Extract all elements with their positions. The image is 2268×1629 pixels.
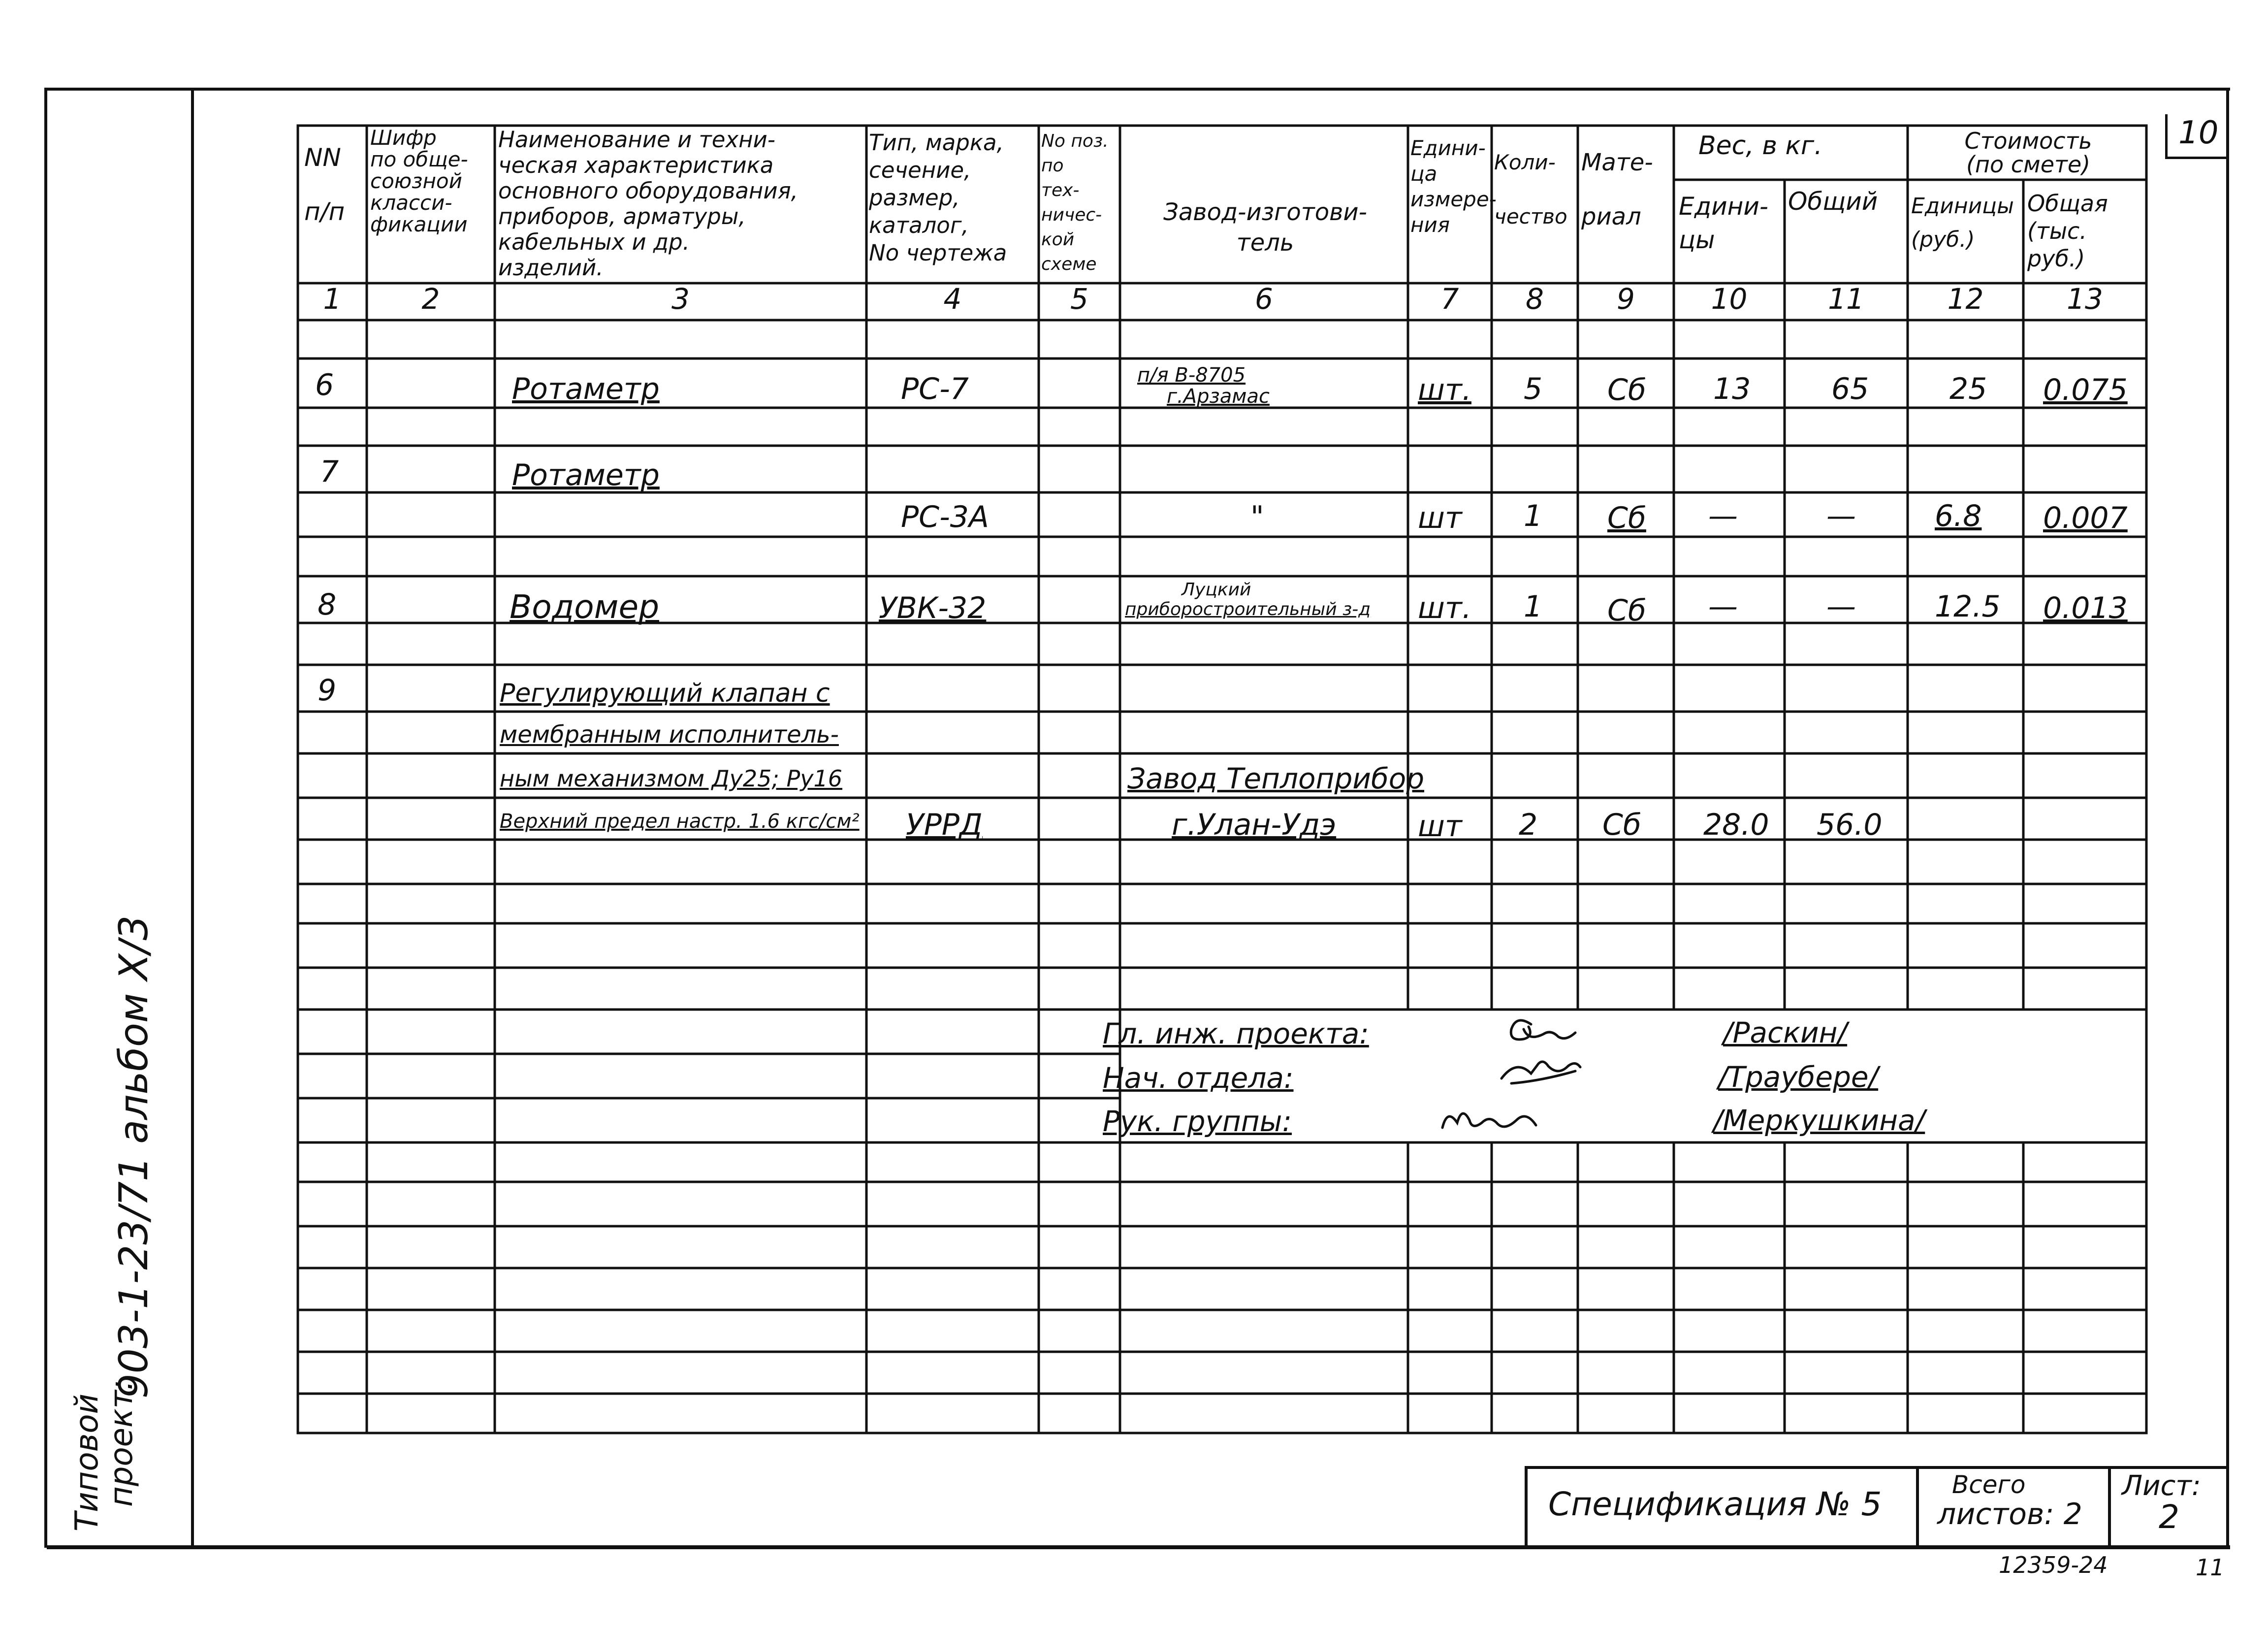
row7b-unit: шт xyxy=(1418,501,1462,535)
row6-qty: 5 xyxy=(1524,372,1543,406)
row9-name-2: мембранным исполнитель- xyxy=(500,721,839,749)
row7b-cunit: 6.8 xyxy=(1935,499,1982,533)
row9-maker-1: Завод Теплоприбор xyxy=(1127,762,1425,795)
sig-name-1: /Раскин/ xyxy=(1723,1016,1848,1049)
row6-wtotal: 65 xyxy=(1831,372,1869,406)
row9-unit: шт xyxy=(1418,809,1462,844)
header-col12: Единицы (руб.) xyxy=(1911,194,2014,252)
footer-page: 11 xyxy=(2196,1554,2225,1581)
side-label-code: 903-1-23/71 альбом X/3 xyxy=(111,915,157,1399)
row8-wtotal: — xyxy=(1826,589,1856,624)
footer-code: 12359-24 xyxy=(1999,1552,2108,1578)
colnum-12: 12 xyxy=(1947,282,1984,316)
row6-maker-1: п/я В-8705 xyxy=(1137,364,1246,387)
header-col4: Тип, марка, сечение, размер, каталог, No чертежа xyxy=(869,130,1007,266)
colnum-1: 1 xyxy=(323,282,342,316)
colnum-10: 10 xyxy=(1711,282,1748,316)
row7b-qty: 1 xyxy=(1524,499,1543,533)
row7-num: 7 xyxy=(320,455,339,489)
row6-name: Ротаметр xyxy=(512,372,660,406)
sig-name-2: /Траубере/ xyxy=(1718,1060,1879,1094)
row7b-maker: " xyxy=(1250,500,1264,534)
row6-unit: шт. xyxy=(1418,373,1471,407)
header-cost: Стоимость (по смете) xyxy=(1964,128,2092,178)
row9-name-1: Регулирующий клапан с xyxy=(500,679,830,708)
row8-mat: Сб xyxy=(1607,593,1646,628)
header-col9: Мате- риал xyxy=(1581,149,1653,230)
header-col3: Наименование и техни- ческая характеристика основного оборудования, приборов, арматуры, кабельных и др. изделий. xyxy=(498,127,798,281)
row9-mat: Сб xyxy=(1602,808,1641,842)
header-col6: Завод-изготови- тель xyxy=(1163,198,1367,257)
row9-wtotal: 56.0 xyxy=(1817,808,1883,842)
row9-type: УРРД xyxy=(906,808,983,842)
colnum-3: 3 xyxy=(671,282,690,316)
row8-num: 8 xyxy=(318,587,337,622)
row8-unit: шт. xyxy=(1418,591,1471,625)
colnum-4: 4 xyxy=(943,282,962,316)
row8-wunit: — xyxy=(1708,589,1738,624)
title-total-sheets: листов: 2 xyxy=(1937,1497,2082,1531)
colnum-6: 6 xyxy=(1255,282,1273,316)
sig-role-3: Рук. группы: xyxy=(1103,1105,1292,1138)
header-col1: NN п/п xyxy=(304,143,345,226)
row8-maker-2: приборостроительный з-д xyxy=(1125,599,1371,619)
handwritten-signatures xyxy=(1428,1005,1649,1152)
row6-cunit: 25 xyxy=(1949,372,1987,406)
side-label-project: проект: xyxy=(103,1379,140,1507)
row6-ctotal: 0.075 xyxy=(2043,373,2128,407)
row6-wunit: 13 xyxy=(1713,372,1751,406)
header-col7: Едини- ца измере- ния xyxy=(1410,136,1497,237)
row8-maker-1: Луцкий xyxy=(1182,580,1251,600)
header-col10: Едини- цы xyxy=(1679,192,1768,254)
row9-qty: 2 xyxy=(1519,808,1538,842)
row9-name-3: ным механизмом Ду25; Ру16 xyxy=(500,765,843,792)
row7b-type: РС-3А xyxy=(901,500,989,534)
header-col8: Коли- чество xyxy=(1494,150,1567,228)
row7b-ctotal: 0.007 xyxy=(2043,501,2128,535)
row9-wunit: 28.0 xyxy=(1703,808,1769,842)
colnum-2: 2 xyxy=(421,282,440,316)
header-col13: Общая (тыс. руб.) xyxy=(2027,190,2108,272)
colnum-13: 13 xyxy=(2067,282,2103,316)
row7b-wtotal: — xyxy=(1826,499,1856,533)
side-label-type: Типовой xyxy=(69,1393,105,1531)
row6-maker-2: г.Арзамас xyxy=(1167,385,1270,408)
row8-ctotal: 0.013 xyxy=(2043,591,2128,625)
row8-type: УВК-32 xyxy=(879,591,987,625)
sig-name-3: /Меркушкина/ xyxy=(1713,1104,1925,1137)
sig-role-1: Гл. инж. проекта: xyxy=(1103,1017,1369,1050)
row8-name: Водомер xyxy=(510,588,659,626)
row8-qty: 1 xyxy=(1524,589,1543,624)
header-col11: Общий xyxy=(1788,187,1878,216)
header-col5: No поз. по тех- ничес- кой схеме xyxy=(1041,131,1109,274)
colnum-8: 8 xyxy=(1526,282,1544,316)
title-sheet-label: Лист: xyxy=(2122,1470,2201,1502)
row6-mat: Сб xyxy=(1607,373,1646,407)
colnum-7: 7 xyxy=(1440,282,1459,316)
title-spec: Спецификация № 5 xyxy=(1548,1485,1882,1523)
row8-cunit: 12.5 xyxy=(1935,589,2001,624)
title-total-label: Всего xyxy=(1952,1470,2026,1499)
row6-num: 6 xyxy=(315,368,334,402)
row9-maker-2: г.Улан-Удэ xyxy=(1172,808,1337,842)
colnum-5: 5 xyxy=(1070,282,1088,316)
row9-num: 9 xyxy=(318,673,337,708)
colnum-11: 11 xyxy=(1828,282,1864,316)
sig-role-2: Нач. отдела: xyxy=(1103,1061,1294,1095)
header-weight: Вес, в кг. xyxy=(1698,131,1822,161)
corner-number: 10 xyxy=(2178,115,2219,151)
colnum-9: 9 xyxy=(1617,282,1635,316)
title-sheet-no: 2 xyxy=(2159,1498,2179,1536)
row6-type: РС-7 xyxy=(901,372,969,406)
row9-name-4: Верхний предел настр. 1.6 кгс/см² xyxy=(500,810,860,833)
header-col2: Шифр по обще- союзной класси- фикации xyxy=(370,126,468,236)
row7b-wunit: — xyxy=(1708,499,1738,533)
row7-name: Ротаметр xyxy=(512,458,660,492)
row7b-mat: Сб xyxy=(1607,501,1646,535)
